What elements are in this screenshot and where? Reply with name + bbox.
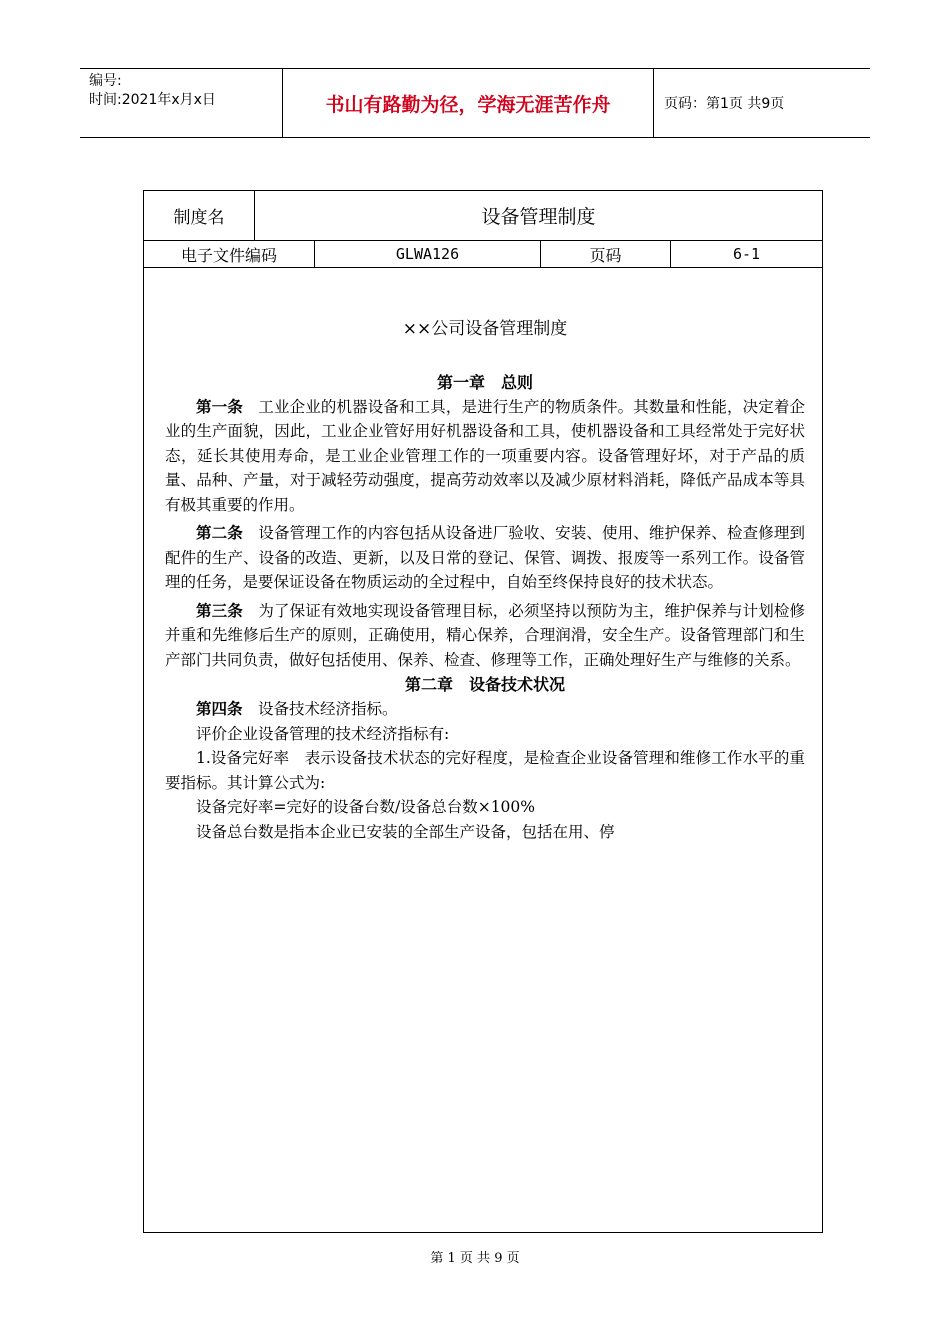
header-page-info: 页码：第1页 共9页 <box>664 96 785 112</box>
article-2-label: 第二条 <box>196 524 243 542</box>
total-equipment-line: 设备总台数是指本企业已安装的全部生产设备，包括在用、停 <box>196 822 615 841</box>
completeness-rate-line: 1.设备完好率 表示设备技术状态的完好程度，是检查企业设备管理和维修工作水平的重要指标。其计算公式为: <box>165 749 805 792</box>
header-meta <box>80 69 283 137</box>
article-4 <box>165 697 805 722</box>
number-label: 编号: <box>89 73 122 89</box>
header-motto: 书山有路勤为径，学海无涯苦作舟 <box>283 69 654 137</box>
file-code-value: GLWA126 <box>315 241 541 267</box>
chapter-heading-1: 第一章 总则 <box>436 372 533 392</box>
document-form <box>143 190 823 1233</box>
page-footer: 第 1 页 共 9 页 <box>430 1251 520 1266</box>
file-code-label: 电子文件编码 <box>144 241 315 267</box>
form-row-name <box>144 191 822 241</box>
page-code-label: 页码 <box>541 241 671 267</box>
regulation-name-value: 设备管理制度 <box>481 206 596 228</box>
article-1-text: 工业企业的机器设备和工具，是进行生产的物质条件。其数量和性能，决定着企业的生产面貌，因此，工业企业管好用好机器设备和工具，使机器设备和工具经常处于完好状态，延长其使用寿命，是工业企业管理工作的一项重要内容。设备管理好坏，对于产品的质量、品种、产量，对于减轻劳动强度，提高劳动效率以及减少原材料消耗，降低产品成本等具有极其重要的作用。 <box>165 397 805 514</box>
form-row-code <box>144 241 822 268</box>
article-3 <box>165 599 805 673</box>
article-4-text: 设备技术经济指标。 <box>258 700 398 718</box>
article-3-label: 第三条 <box>196 601 243 620</box>
article-1 <box>165 395 805 518</box>
document-body <box>165 317 805 844</box>
chapter-heading-2: 第二章 设备技术状况 <box>404 675 565 694</box>
document-title: ××公司设备管理制度 <box>402 319 568 339</box>
formula-line: 设备完好率=完好的设备台数/设备总台数×100% <box>196 798 536 816</box>
article-3-text: 为了保证有效地实现设备管理目标，必须坚持以预防为主，维护保养与计划检修并重和先维修后生产的原则，正确使用，精心保养，合理润滑，安全生产。设备管理部门和生产部门共同负责，做好包括使用、保养、检查、修理等工作，正确处理好生产与维修的关系。 <box>165 601 805 669</box>
page-code-value: 6-1 <box>732 245 761 263</box>
page-header <box>80 68 870 138</box>
article-1-label: 第一条 <box>196 397 243 416</box>
article-2 <box>165 521 805 595</box>
indicators-line: 评价企业设备管理的技术经济指标有: <box>196 724 450 743</box>
regulation-name-label: 制度名 <box>144 191 255 240</box>
article-2-text: 设备管理工作的内容包括从设备进厂验收、安装、使用、维护保养、检查修理到配件的生产、设备的改造、更新，以及日常的登记、保管、调拨、报废等一系列工作。设备管理的任务，是要保证设备在物质运动的全过程中，自始至终保持良好的技术状态。 <box>165 524 805 591</box>
article-4-label: 第四条 <box>196 700 243 718</box>
time-label: 时间:2021年x月x日 <box>89 92 216 108</box>
